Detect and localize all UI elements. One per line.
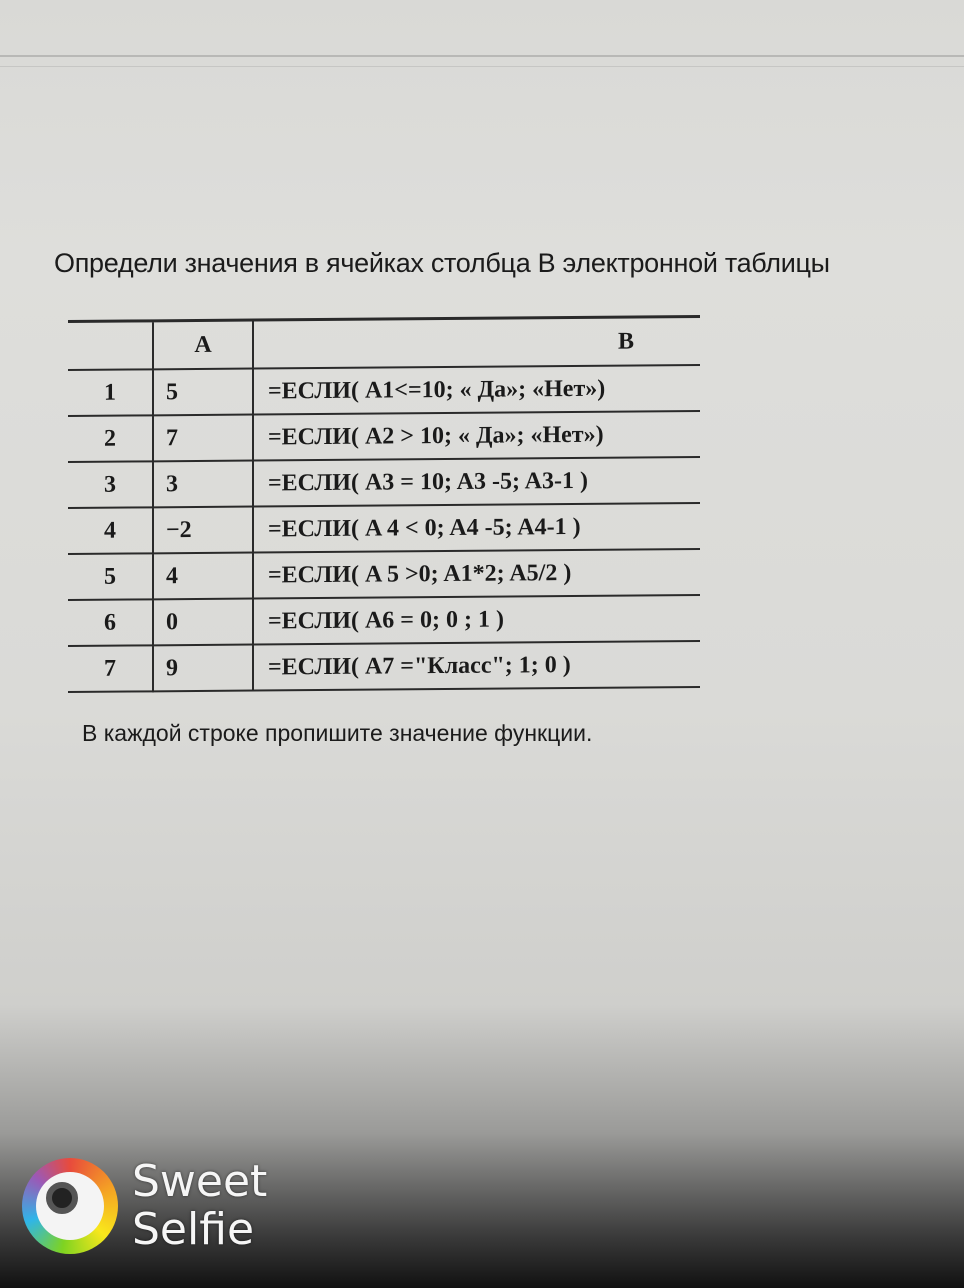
cell-a: 7 xyxy=(153,415,253,462)
header-row-number xyxy=(68,321,153,370)
cell-b-formula: =ЕСЛИ( A6 = 0; 0 ; 1 ) xyxy=(253,595,700,645)
table-row xyxy=(68,595,700,646)
watermark-text xyxy=(132,1158,267,1254)
table-header-row xyxy=(68,317,700,370)
watermark-line1: Sweet xyxy=(132,1156,268,1207)
table-row xyxy=(68,641,700,692)
camera-lens-icon xyxy=(22,1158,118,1254)
row-number: 3 xyxy=(68,461,153,508)
row-number: 2 xyxy=(68,415,153,462)
cell-a: 5 xyxy=(153,369,253,416)
cell-a: 0 xyxy=(153,599,253,646)
table-row xyxy=(68,503,700,554)
cell-b-formula: =ЕСЛИ( A1<=10; « Да»; «Нет») xyxy=(253,365,700,415)
row-number: 7 xyxy=(68,645,153,692)
row-number: 4 xyxy=(68,507,153,554)
row-number: 1 xyxy=(68,369,153,416)
top-divider xyxy=(0,55,964,57)
cell-b-formula: =ЕСЛИ( A3 = 10; A3 -5; A3-1 ) xyxy=(253,457,700,507)
cell-b-formula: =ЕСЛИ( A7 ="Класс"; 1; 0 ) xyxy=(253,641,700,691)
table-row xyxy=(68,549,700,600)
table-row xyxy=(68,457,700,508)
cell-a: −2 xyxy=(153,507,253,554)
table-row xyxy=(68,365,700,416)
header-column-b: B xyxy=(253,317,700,369)
question-text: Определи значения в ячейках столбца В электронной таблицы xyxy=(54,248,830,278)
header-column-a: A xyxy=(153,320,253,369)
table-row xyxy=(68,411,700,462)
cell-a: 4 xyxy=(153,553,253,600)
cell-b-formula: =ЕСЛИ( A 5 >0; A1*2; A5/2 ) xyxy=(253,549,700,599)
cell-a: 9 xyxy=(153,645,253,692)
sweet-selfie-watermark xyxy=(22,1158,267,1254)
top-divider-secondary xyxy=(0,66,964,67)
row-number: 5 xyxy=(68,553,153,600)
instruction-text: В каждой строке пропишите значение функции. xyxy=(82,720,593,746)
cell-b-formula: =ЕСЛИ( A2 > 10; « Да»; «Нет») xyxy=(253,411,700,461)
spreadsheet-table xyxy=(68,315,700,693)
watermark-line2: Selfie xyxy=(132,1204,255,1255)
cell-a: 3 xyxy=(153,461,253,508)
cell-b-formula: =ЕСЛИ( A 4 < 0; A4 -5; A4-1 ) xyxy=(253,503,700,553)
row-number: 6 xyxy=(68,599,153,646)
